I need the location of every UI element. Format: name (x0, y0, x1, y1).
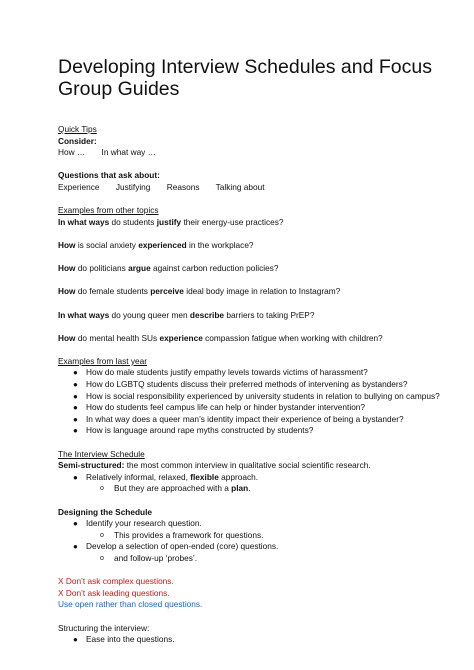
schedule-heading: The Interview Schedule (58, 448, 145, 459)
designing-heading: Designing the Schedule (58, 506, 153, 517)
questions-heading: Questions that ask about: (58, 170, 160, 181)
semi-structured-line: Semi-structured: the most common interview in qualitative social scientific research. (58, 460, 371, 471)
question-type: Experience (58, 181, 100, 192)
bullet-dot-icon: ● (73, 368, 78, 378)
circle-bullet-icon: o (100, 531, 104, 539)
circle-bullet-icon: o (100, 554, 104, 562)
consider-item: How … (58, 147, 86, 158)
structuring-heading: Structuring the interview: (58, 622, 150, 633)
question-type: Reasons (166, 181, 200, 192)
list-item: ● How is social responsibility experienced by university students in relation to bullying on campus? (73, 390, 440, 401)
example-question: How is social anxiety experienced in the workplace? (58, 239, 254, 250)
list-item: ● In what way does a queer man’s identity impact their experience of being a bystander? (73, 413, 404, 424)
rule-complex: X Don’t ask complex questions. (58, 576, 174, 587)
consider-row (58, 147, 444, 159)
other-topics-heading: Examples from other topics (58, 205, 159, 216)
list-item: ● How do students feel campus life can help or hinder bystander intervention? (73, 402, 366, 413)
sub-list-item: o This provides a framework for questions. (100, 529, 264, 540)
last-year-heading: Examples from last year (58, 355, 147, 366)
bullet-dot-icon: ● (73, 403, 78, 413)
question-type: Talking about (215, 181, 265, 192)
example-question: How do mental health SUs experience compassion fatigue when working with children? (58, 332, 383, 343)
page-title: Developing Interview Schedules and Focus Group Guides (58, 56, 432, 100)
list-item: ● Develop a selection of open-ended (core) questions. (73, 541, 279, 552)
bullet-dot-icon: ● (73, 380, 78, 390)
list-item: ● How is language around rape myths constructed by students? (73, 425, 314, 436)
bullet-dot-icon: ● (73, 391, 78, 401)
sub-list-item: o and follow-up ‘probes’. (100, 552, 198, 563)
bullet-dot-icon: ● (73, 635, 78, 645)
example-question: How do female students perceive ideal body image in relation to Instagram? (58, 286, 341, 297)
bullet-dot-icon: ● (73, 542, 78, 552)
list-item: ● Identify your research question. (73, 518, 202, 529)
rule-open: Use open rather than closed questions. (58, 599, 203, 610)
bullet-dot-icon: ● (73, 426, 78, 436)
list-item: ● How do male students justify empathy levels towards victims of harassment? (73, 367, 368, 378)
bullet-dot-icon: ● (73, 519, 78, 529)
list-item: ● Ease into the questions. (73, 634, 175, 645)
bullet-dot-icon: ● (73, 472, 78, 482)
list-item: ● How do LGBTQ students discuss their preferred methods of intervening as bystanders? (73, 379, 408, 390)
question-type: Justifying (115, 181, 151, 192)
list-item: ● Relatively informal, relaxed, flexible approach. (73, 471, 259, 482)
question-types-row (58, 182, 444, 194)
quick-tips-heading: Quick Tips (58, 124, 97, 134)
rule-leading: X Don’t ask leading questions. (58, 587, 170, 598)
consider-label: Consider: (58, 135, 97, 146)
example-question: In what ways do young queer men describe barriers to taking PrEP? (58, 309, 315, 320)
example-question: In what ways do students justify their energy-use practices? (58, 216, 284, 227)
consider-item: In what way … (101, 147, 156, 158)
bullet-dot-icon: ● (73, 414, 78, 424)
example-question: How do politicians argue against carbon reduction policies? (58, 263, 279, 274)
sub-list-item: o But they are approached with a plan. (100, 483, 251, 494)
circle-bullet-icon: o (100, 485, 104, 493)
